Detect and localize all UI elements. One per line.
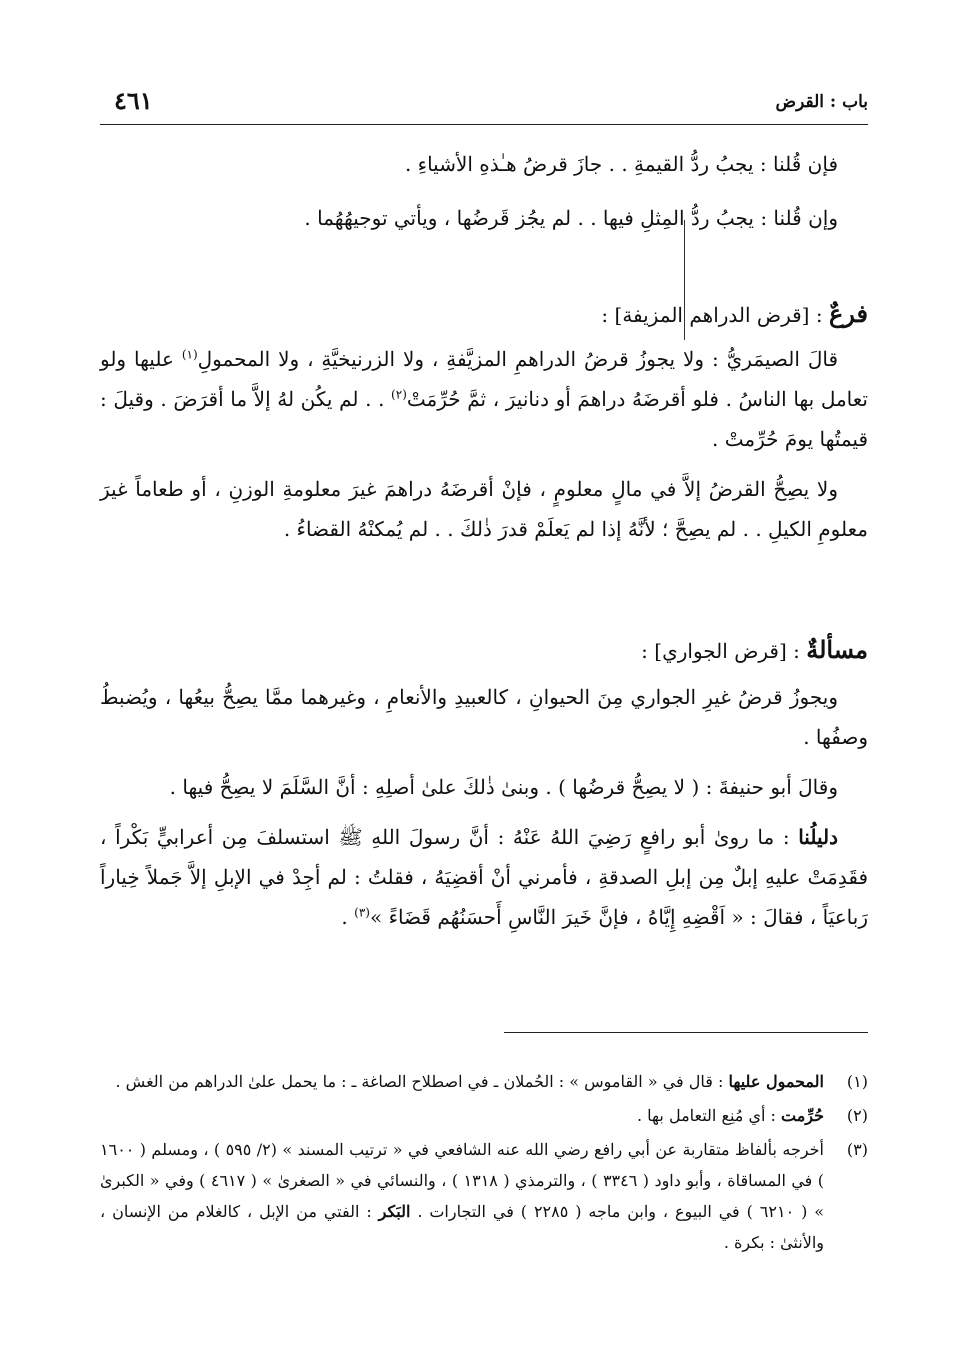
footnote-3 [100, 1134, 868, 1258]
footnote-1 [100, 1066, 868, 1097]
masala-paragraph-3 [100, 817, 868, 937]
footnote-number: (٢) [846, 1106, 868, 1125]
footnote-label: البَكر [378, 1202, 411, 1221]
chapter-title: باب : القرض [775, 92, 868, 112]
opening-line-2: وإن قُلنا : يجبُ ردُّ المِثلِ فيها . . لم يجُز قَرضُها ، ويأتي توجيهُهُما . [304, 206, 838, 230]
far-p1-part-b: عليها ولو تعامل بها الناسُ . فلو أقرضَهُ دراهمَ أو دنانيرَ ، ثمَّ حُرِّمَتْ [100, 347, 868, 411]
footnote-rule [504, 1032, 868, 1033]
far-section [100, 294, 868, 549]
footnote-number: (٣) [846, 1140, 868, 1159]
footnote-ref-2[interactable]: (٢) [391, 387, 407, 402]
far-heading-key: فرعٌ [828, 299, 868, 328]
far-heading [100, 294, 868, 335]
masala-heading [100, 630, 868, 671]
footnote-number: (١) [846, 1072, 868, 1091]
footnote-text [100, 1066, 824, 1097]
footnote-text [100, 1100, 824, 1131]
masala-p3-part-a: : ما روىٰ أبو رافعٍ رَضِيَ اللهُ عَنْهُ : أنَّ رسولَ اللهِ ﷺ استسلفَ مِن أعرابيٍّ بَكْراً ، فقَدِمَتْ عليهِ إبلٌ مِن إبلِ الصدقةِ ، فأمرني أنْ أقضِيَهُ ، فقلتُ : لم أجِدْ في الإبلِ إلاَّ جَملاً خِياراً رَباعيَاً ، فقالَ : « اَقْضِهِ إِيَّاهُ ، فإنَّ خَيرَ النَّاسِ أَحسَنُهُم قَضَاءً » [100, 825, 868, 929]
masala-heading-key: مسألةٌ [806, 635, 868, 664]
opening-line-1: فإن قُلنا : يجبُ ردُّ القيمةِ . . جازَ قرضُ هـٰذهِ الأشياءِ . [404, 152, 838, 176]
far-paragraph-1 [100, 339, 868, 459]
footnote-label: المحمول عليها [728, 1072, 824, 1091]
footnote-text [100, 1134, 824, 1258]
footnote-2 [100, 1100, 868, 1131]
masala-paragraph-2: وقالَ أبو حنيفةَ : ( لا يصِحُّ قرضُها ) . وبنىٰ ذٰلكَ علىٰ أصلِهِ : أنَّ السَّلَمَ لا يصِحُّ فيها . [169, 775, 838, 799]
page-number: ٤٦١ [114, 86, 153, 115]
evidence-key: دليلُنا [798, 825, 838, 849]
far-p1-part-c: . . لم يكُن لهُ إلاَّ ما أقرَضَ . وقيلَ : قيمتُها يومَ حُرِّمتْ . [100, 387, 868, 451]
masala-heading-title: : [قرض الجواري] : [641, 639, 807, 663]
masala-p3-part-b: . [341, 905, 355, 929]
footnote-ref-1[interactable]: (١) [181, 347, 198, 362]
header-rule [100, 124, 868, 125]
footnote-ref-3[interactable]: (٣) [354, 905, 370, 920]
masala-paragraph-1: ويجوزُ قرضُ غيرِ الجواري مِنَ الحيوانِ ، كالعبيدِ والأنعامِ ، وغيرهما ممَّا يصِحُّ بيعُها ، ويُضبطُ وصفُها . [100, 685, 868, 749]
running-header [100, 86, 868, 120]
far-heading-title: : [قرض الدراهم المزيفة] : [601, 303, 829, 327]
opening-paragraphs [100, 144, 868, 238]
far-p1-part-a: قالَ الصيمَريُّ : ولا يجوزُ قرضُ الدراهمِ المزيَّفةِ ، ولا الزرنيخيَّةِ ، ولا المحمولِ [197, 347, 839, 371]
footnote-body: : أي مُنِع التعامل بها . [636, 1106, 781, 1125]
footnote-body-a: أخرجه بألفاظ متقاربة عن أبي رافع رضي الله عنه الشافعي في « ترتيب المسند » (٢/ ٥٩٥ ) ، ومسلم ( ١٦٠٠ ) في المساقاة ، وأبو داود ( ٣٣٤٦ ) ، والترمذي ( ١٣١٨ ) ، والنسائي في « الصغرىٰ » ( ٤٦١٧ ) وفي « الكبرىٰ » ( ٦٢١٠ ) في البيوع ، وابن ماجه ( ٢٢٨٥ ) في التجارات . [100, 1140, 825, 1221]
footnote-body: : قال في « القاموس » : الحُملان ـ في اصطلاح الصاغة ـ : ما يحمل علىٰ الدراهم من الغش . [115, 1072, 729, 1091]
masala-section [100, 630, 868, 937]
far-paragraph-2: ولا يصِحُّ القرضُ إلاَّ في مالٍ معلومٍ ، فإنْ أقرضَهُ دراهمَ غيرَ معلومةِ الوزنِ ، أو طعاماً غيرَ معلومِ الكيلِ . . لم يصِحَّ ؛ لأنَّهُ إذا لم يَعلَمْ قدرَ ذٰلكَ . . لم يُمكنْهُ القضاءُ . [100, 477, 868, 541]
footnote-label: حُرِّمت [781, 1106, 824, 1125]
footnotes [100, 1066, 868, 1258]
footnote-body-b: : الفتي من الإبل ، كالغلام من الإنسان ، والأنثىٰ : بكرة . [100, 1202, 824, 1252]
